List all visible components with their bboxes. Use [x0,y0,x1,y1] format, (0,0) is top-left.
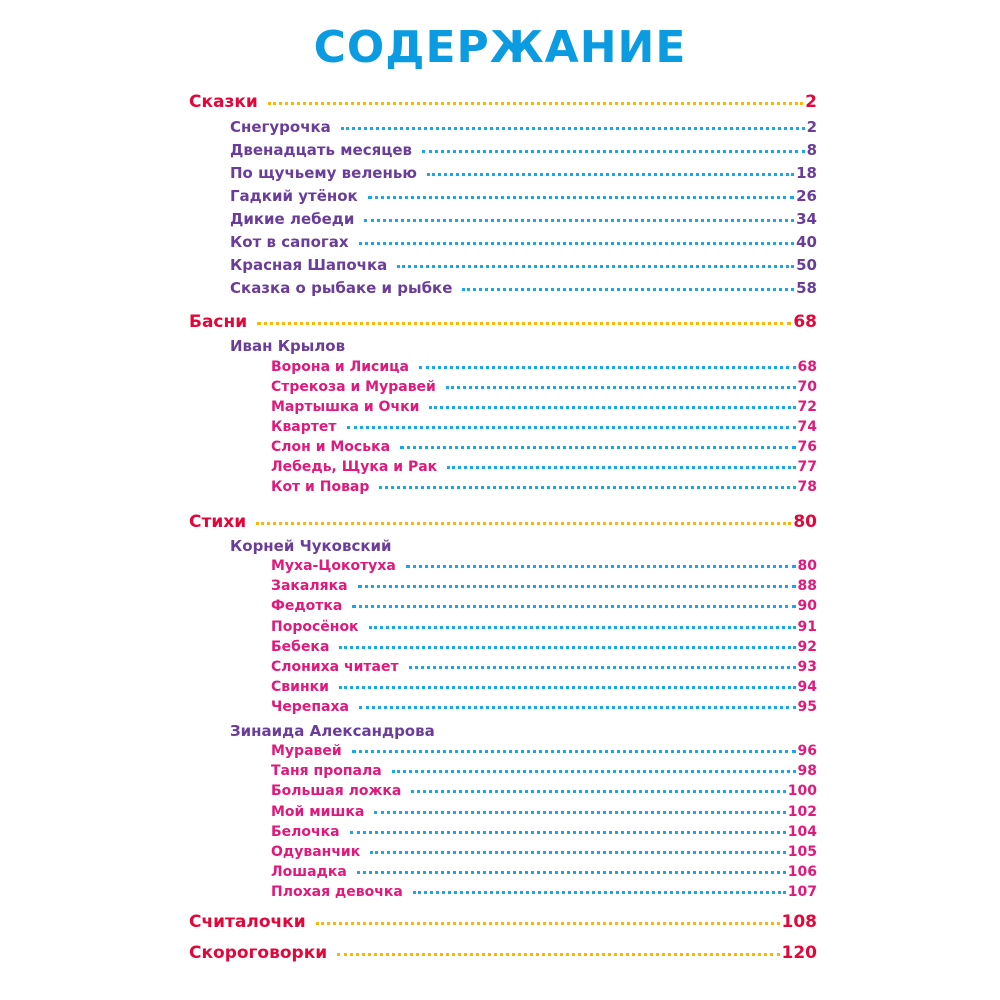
toc-entry-label: Поросёнок [271,619,359,635]
toc-section-basni[interactable] [189,312,817,332]
dot-leader [409,666,796,669]
toc-entry-label: Федотка [271,598,343,614]
dot-leader [347,426,796,429]
toc-entry[interactable] [271,824,817,840]
toc-entry-label: Ворона и Лисица [271,359,409,375]
toc-entry[interactable] [271,844,817,860]
toc-page-number: 120 [781,943,817,963]
toc-entry[interactable] [271,659,817,675]
toc-entry[interactable] [271,783,817,799]
dot-leader [370,851,786,854]
toc-section-label: Стихи [189,512,247,532]
dot-leader [364,219,794,222]
toc-entry[interactable] [230,210,817,228]
toc-page-number: 34 [796,210,817,228]
dot-leader [446,386,796,389]
toc-entry-label: Мой мишка [271,804,365,820]
toc-page-number: 88 [797,578,817,594]
toc-entry[interactable] [230,187,817,205]
toc-entry[interactable] [230,141,817,159]
toc-entry-label: Красная Шапочка [230,256,388,274]
toc-entry[interactable] [271,439,817,455]
toc-entry-label: Снегурочка [230,118,331,136]
toc-section-label: Скороговорки [189,943,328,963]
dot-leader [400,446,795,449]
toc-entry-label: Слониха читает [271,659,399,675]
toc-page-number: 102 [787,804,817,820]
toc-page-number: 90 [797,598,817,614]
toc-entry[interactable] [271,419,817,435]
toc-entry-label: Дикие лебеди [230,210,355,228]
toc-page-number: 18 [796,164,817,182]
toc-page-number: 80 [793,512,817,532]
toc-entry[interactable] [271,459,817,475]
dot-leader [462,288,794,291]
toc-section-stihi[interactable] [189,512,817,532]
toc-entry-label: Кот и Повар [271,479,370,495]
toc-entry[interactable] [271,598,817,614]
toc-entry-label: Бебека [271,639,330,655]
dot-leader [341,127,805,130]
toc-entry[interactable] [230,233,817,251]
toc-page-number: 100 [787,783,817,799]
toc-author: Зинаида Александрова [230,722,435,740]
toc-author: Иван Крылов [230,337,346,355]
toc-entry[interactable] [271,558,817,574]
toc-page-number: 108 [781,912,817,932]
toc-page-number: 68 [793,312,817,332]
toc-entry-label: По щучьему веленью [230,164,417,182]
toc-entry-label: Лошадка [271,864,347,880]
toc-page-number: 104 [787,824,817,840]
toc-author: Корней Чуковский [230,537,392,555]
dot-leader [339,686,796,689]
toc-page-number: 95 [797,699,817,715]
toc-page-number: 93 [797,659,817,675]
toc-entry[interactable] [271,804,817,820]
dot-leader [368,196,794,199]
toc-entry-label: Муха-Цокотуха [271,558,396,574]
dot-leader [359,242,795,245]
dot-leader [413,891,786,894]
toc-entry[interactable] [230,118,817,136]
dot-leader [419,366,796,369]
dot-leader [316,922,780,925]
dot-leader [427,173,794,176]
toc-page-number: 68 [797,359,817,375]
toc-entry-label: Гадкий утёнок [230,187,358,205]
toc-entry-label: Свинки [271,679,329,695]
toc-page-number: 107 [787,884,817,900]
dot-leader [369,626,796,629]
toc-entry[interactable] [271,763,817,779]
toc-entry-label: Большая ложка [271,783,402,799]
toc-entry[interactable] [230,164,817,182]
toc-section-skazki[interactable] [189,92,817,112]
dot-leader [358,585,796,588]
toc-entry-label: Стрекоза и Муравей [271,379,436,395]
toc-section-label: Сказки [189,92,258,112]
toc-entry[interactable] [271,884,817,900]
dot-leader [359,706,796,709]
toc-section-label: Басни [189,312,248,332]
toc-entry-label: Закаляка [271,578,348,594]
toc-page-number: 72 [797,399,817,415]
toc-page-number: 26 [796,187,817,205]
dot-leader [429,406,795,409]
toc-page-number: 98 [797,763,817,779]
toc-entry[interactable] [271,743,817,759]
toc-entry-label: Одуванчик [271,844,361,860]
toc-section-skorogovorki[interactable] [189,943,817,963]
toc-entry-label: Муравей [271,743,342,759]
dot-leader [257,322,791,325]
toc-entry-label: Кот в сапогах [230,233,349,251]
toc-entry[interactable] [271,578,817,594]
toc-entry[interactable] [271,699,817,715]
toc-page-number: 92 [797,639,817,655]
toc-page-number: 50 [796,256,817,274]
dot-leader [422,150,805,153]
dot-leader [268,102,803,105]
toc-page-number: 58 [796,279,817,297]
dot-leader [256,522,791,525]
toc-section-schitalochki[interactable] [189,912,817,932]
toc-entry-label: Слон и Моська [271,439,391,455]
dot-leader [352,750,796,753]
toc-page-number: 80 [797,558,817,574]
dot-leader [350,831,786,834]
toc-entry-label: Плохая девочка [271,884,403,900]
toc-page-number: 40 [796,233,817,251]
dot-leader [339,646,795,649]
toc-page-number: 106 [787,864,817,880]
toc-entry-label: Таня пропала [271,763,382,779]
toc-page-number: 2 [806,118,817,136]
toc-page-number: 74 [797,419,817,435]
toc-page-number: 96 [797,743,817,759]
dot-leader [411,790,785,793]
toc-entry[interactable] [271,379,817,395]
toc-entry[interactable] [230,256,817,274]
toc-entry-label: Лебедь, Щука и Рак [271,459,438,475]
toc-page-number: 91 [797,619,817,635]
toc-entry[interactable] [271,639,817,655]
toc-entry-label: Квартет [271,419,337,435]
page-title: СОДЕРЖАНИЕ [313,22,687,73]
toc-entry[interactable] [271,679,817,695]
dot-leader [392,770,796,773]
toc-section-label: Считалочки [189,912,306,932]
toc-entry[interactable] [271,619,817,635]
toc-entry[interactable] [230,279,817,297]
toc-entry-label: Двенадцать месяцев [230,141,413,159]
dot-leader [357,871,786,874]
toc-page-number: 8 [806,141,817,159]
dot-leader [379,486,795,489]
dot-leader [374,811,785,814]
toc-entry[interactable] [271,359,817,375]
toc-page-number: 76 [797,439,817,455]
toc-entry-label: Белочка [271,824,340,840]
toc-page-number: 78 [797,479,817,495]
toc-entry-label: Черепаха [271,699,349,715]
toc-page-number: 94 [797,679,817,695]
toc-page-number: 105 [787,844,817,860]
dot-leader [406,565,796,568]
toc-entry-label: Сказка о рыбаке и рыбке [230,279,453,297]
dot-leader [352,605,795,608]
toc-page-number: 77 [797,459,817,475]
toc-page-number: 2 [805,92,817,112]
toc-entry[interactable] [271,479,817,495]
toc-page-number: 70 [797,379,817,395]
toc-entry[interactable] [271,399,817,415]
dot-leader [447,466,795,469]
dot-leader [337,953,779,956]
toc-entry-label: Мартышка и Очки [271,399,420,415]
toc-entry[interactable] [271,864,817,880]
dot-leader [397,265,794,268]
